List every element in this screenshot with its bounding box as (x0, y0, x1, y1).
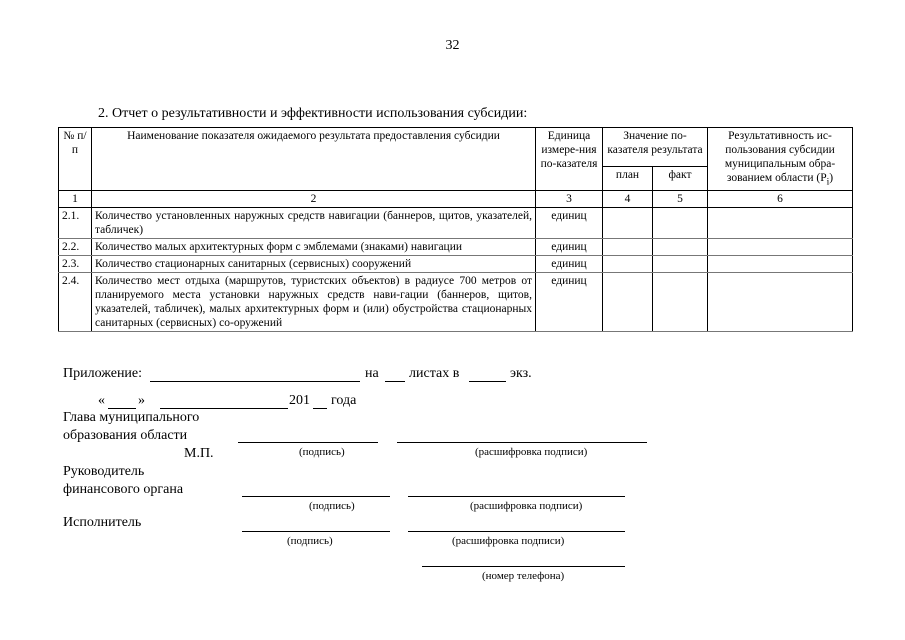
col-number: 1 (59, 191, 92, 208)
stamp-label: М.П. (184, 446, 214, 461)
row-unit: единиц (536, 256, 603, 273)
row-unit: единиц (536, 273, 603, 332)
appendix-sheets: листах в (409, 366, 460, 381)
date-month-blank (160, 408, 288, 409)
col-number: 4 (603, 191, 653, 208)
header-num: № п/п (59, 128, 92, 191)
finance-decode-line (408, 496, 625, 497)
row-plan-cell (603, 273, 653, 332)
head-decode-caption: (расшифровка подписи) (475, 446, 588, 458)
row-name: Количество мест отдыха (маршрутов, туристских объектов) в радиусе 700 метров от планируемого места установки наружных средств нави-гации (баннеров, щитов, указателей, табличек), малых архитектурных форм и (или) обустройства стационарных санитарных (сервисных) со-оружений (92, 273, 536, 332)
head-title-line2: образования области (63, 428, 188, 443)
row-num: 2.4. (59, 273, 92, 332)
appendix-copies: экз. (510, 366, 532, 381)
appendix-label: Приложение: (63, 366, 143, 381)
page-number: 32 (445, 38, 460, 53)
col-number: 5 (653, 191, 708, 208)
row-name: Количество малых архитектурных форм с эмблемами (знаками) навигации (92, 239, 536, 256)
head-signature-caption: (подпись) (299, 446, 345, 458)
row-fact-cell (653, 208, 708, 239)
row-num: 2.3. (59, 256, 92, 273)
date-quote-close: » (138, 393, 145, 408)
row-plan-cell (603, 208, 653, 239)
row-plan-cell (603, 256, 653, 273)
finance-title-line1: Руководитель (63, 464, 145, 479)
phone-caption: (номер телефона) (482, 570, 565, 582)
row-fact-cell (653, 273, 708, 332)
table-row (59, 208, 853, 239)
row-plan-cell (603, 239, 653, 256)
header-effectiveness-tail: ) (829, 172, 834, 184)
head-decode-line (397, 442, 647, 443)
finance-signature-caption: (подпись) (309, 500, 355, 512)
header-value-group: Значение по-казателя результата (603, 128, 708, 167)
head-title-line1: Глава муниципального (63, 410, 200, 425)
table-row (59, 256, 853, 273)
indicators-table (58, 127, 853, 332)
row-name: Количество установленных наружных средств навигации (баннеров, щитов, указателей, табличек) (92, 208, 536, 239)
appendix-on: на (365, 366, 379, 381)
header-fact: факт (653, 167, 708, 191)
row-effectiveness-cell (708, 208, 853, 239)
executor-decode-line (408, 531, 625, 532)
row-num: 2.1. (59, 208, 92, 239)
row-fact-cell (653, 239, 708, 256)
header-effectiveness (708, 128, 853, 191)
header-name: Наименование показателя ожидаемого результата предоставления субсидии (92, 128, 536, 191)
header-effectiveness-subscript: i (826, 176, 830, 188)
finance-title-line2: финансового органа (63, 482, 184, 497)
date-year-blank (313, 408, 327, 409)
section-heading: 2. Отчет о результативности и эффективности использования субсидии: (98, 106, 528, 121)
header-unit: Единица измере-ния по-казателя (536, 128, 603, 191)
sheets-count-blank (385, 381, 405, 382)
executor-decode-caption: (расшифровка подписи) (452, 535, 565, 547)
date-day-blank (108, 408, 136, 409)
col-number: 6 (708, 191, 853, 208)
executor-signature-line (242, 531, 390, 532)
executor-signature-caption: (подпись) (287, 535, 333, 547)
date-quote-open: « (98, 393, 105, 408)
col-number: 3 (536, 191, 603, 208)
head-signature-line (238, 442, 378, 443)
copies-count-blank (469, 381, 506, 382)
column-number-row (59, 191, 853, 208)
table-row (59, 273, 853, 332)
executor-title: Исполнитель (63, 515, 142, 530)
finance-decode-caption: (расшифровка подписи) (470, 500, 583, 512)
table-header-row (59, 128, 853, 167)
finance-signature-line (242, 496, 390, 497)
col-number: 2 (92, 191, 536, 208)
row-unit: единиц (536, 239, 603, 256)
date-year-word: года (331, 393, 357, 408)
row-fact-cell (653, 256, 708, 273)
row-name: Количество стационарных санитарных (сервисных) сооружений (92, 256, 536, 273)
date-year: 201 (289, 393, 310, 408)
row-effectiveness-cell (708, 239, 853, 256)
header-effectiveness-main: Результативность ис-пользования субсидии муниципальным обра-зованием области (P (724, 130, 836, 184)
row-effectiveness-cell (708, 273, 853, 332)
appendix-blank (150, 381, 360, 382)
phone-line (422, 566, 625, 567)
row-num: 2.2. (59, 239, 92, 256)
table-row (59, 239, 853, 256)
header-plan: план (603, 167, 653, 191)
row-effectiveness-cell (708, 256, 853, 273)
row-unit: единиц (536, 208, 603, 239)
